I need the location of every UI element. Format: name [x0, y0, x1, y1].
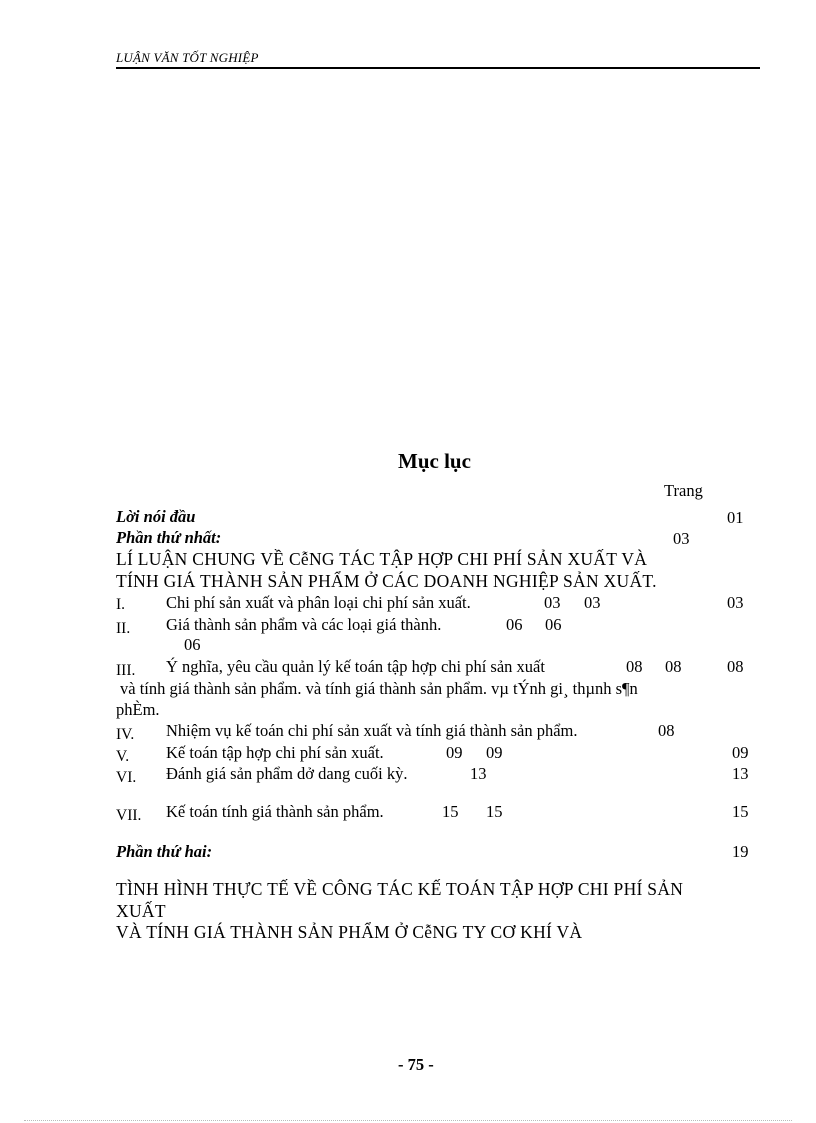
toc-item-page: 15: [732, 802, 749, 821]
toc-item-page: 15: [442, 802, 459, 821]
toc-item-continuation: phÈm.: [116, 700, 160, 719]
toc-item-page: 13: [470, 764, 487, 783]
toc-item-page: 03: [544, 593, 561, 612]
toc-item-page: 03: [584, 593, 601, 612]
toc-item-page: 06: [506, 615, 523, 634]
toc-part1-page: 03: [673, 529, 690, 548]
toc-item-text: Giá thành sản phẩm và các loại giá thành.: [166, 615, 442, 634]
toc-item-text: Kế toán tính giá thành sản phẩm.: [166, 802, 384, 821]
toc-item-number: VI.: [116, 769, 137, 786]
toc-title: Mục lục: [398, 449, 471, 473]
toc-item-text: Ý nghĩa, yêu cầu quản lý kế toán tập hợp chi phí sản xuất: [166, 657, 545, 676]
running-header: LUẬN VĂN TỐT NGHIỆP: [116, 50, 259, 65]
toc-item-number: IV.: [116, 726, 135, 743]
toc-part1-label: Phần thứ nhất:: [116, 528, 222, 547]
toc-item-text: Kế toán tập hợp chi phí sản xuất.: [166, 743, 384, 762]
toc-item-page: 03: [727, 593, 744, 612]
toc-part2-heading-line1: TÌNH HÌNH THỰC TẾ VỀ CÔNG TÁC KẾ TOÁN TẬP HỢP CHI PHÍ SẢN: [116, 879, 684, 899]
toc-part1-heading-line1: LÍ LUẬN CHUNG VỀ CễNG TÁC TẬP HỢP CHI PHÍ SẢN XUẤT VÀ: [116, 549, 648, 569]
page-number: - 75 -: [398, 1055, 434, 1074]
toc-item-page: 09: [446, 743, 463, 762]
toc-item-number: VII.: [116, 807, 142, 824]
toc-part1-heading-line2: TÍNH GIÁ THÀNH SẢN PHẨM Ở CÁC DOANH NGHIỆP SẢN XUẤT.: [116, 571, 657, 591]
footer-dotted-rule: [24, 1120, 792, 1121]
toc-item-continuation: và tính giá thành sản phẩm. và tính giá thành sản phẩm. vµ tÝnh gi¸ thµnh s¶n: [120, 679, 638, 698]
toc-part2-label: Phần thứ hai:: [116, 842, 213, 861]
toc-item-text: Chi phí sản xuất và phân loại chi phí sản xuất.: [166, 593, 471, 612]
toc-item-page: 09: [732, 743, 749, 762]
toc-item-page: 13: [732, 764, 749, 783]
toc-part2-page: 19: [732, 842, 749, 861]
header-rule: [116, 67, 760, 69]
toc-item-page: 06: [184, 635, 201, 654]
toc-item-number: I.: [116, 596, 126, 613]
toc-part2-heading-line2: XUẤT: [116, 901, 166, 921]
toc-item-page: 15: [486, 802, 503, 821]
toc-item-page: 06: [545, 615, 562, 634]
toc-item-number: III.: [116, 662, 136, 679]
toc-intro-page: 01: [727, 508, 744, 527]
toc-item-page: 09: [486, 743, 503, 762]
toc-item-page: 08: [626, 657, 643, 676]
toc-item-page: 08: [727, 657, 744, 676]
toc-item-page: 08: [665, 657, 682, 676]
toc-part2-heading-line3: VÀ TÍNH GIÁ THÀNH SẢN PHẨM Ở CễNG TY CƠ KHÍ VÀ: [116, 922, 583, 942]
toc-item-page: 08: [658, 721, 675, 740]
page-column-label: Trang: [664, 481, 703, 500]
toc-item-text: Nhiệm vụ kế toán chi phí sản xuất và tính giá thành sản phẩm.: [166, 721, 578, 740]
toc-intro-label: Lời nói đầu: [116, 507, 196, 526]
toc-item-text: Đánh giá sản phẩm dở dang cuối kỳ.: [166, 764, 408, 783]
toc-item-number: V.: [116, 748, 130, 765]
toc-item-number: II.: [116, 620, 131, 637]
